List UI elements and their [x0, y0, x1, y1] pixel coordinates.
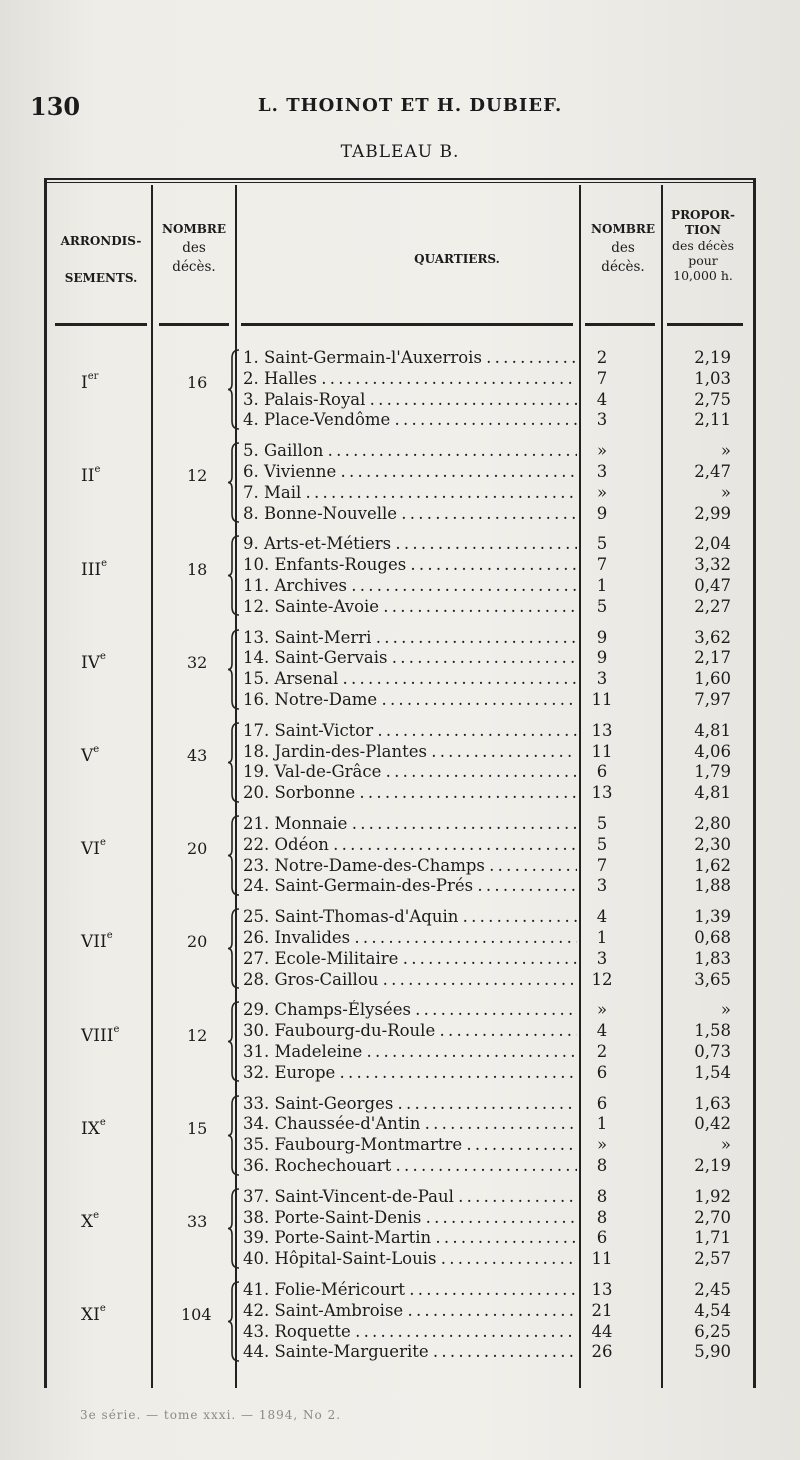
page-number: 130 [30, 92, 81, 121]
quartier-row [243, 462, 743, 482]
quartier-row [243, 441, 743, 461]
header-text: QUARTIERS. [414, 252, 500, 266]
arrondissement-suffix: e [113, 1023, 120, 1035]
quartier-proportion: 2,75 [694, 389, 731, 409]
quartier-deaths: » [596, 1000, 608, 1020]
quartier-proportion: 2,80 [694, 814, 731, 833]
quartier-name: 20. Sorbonne . . . [243, 783, 577, 803]
arrondissement-suffix: e [93, 743, 100, 755]
arrondissement-label [81, 743, 100, 766]
arrondissement-numeral: I [81, 373, 88, 394]
page-footer: 3e série. — tome xxxi. — 1894, No 2. [80, 1408, 342, 1422]
header-rule [585, 323, 655, 326]
arrondissement-total: 12 [187, 1025, 208, 1045]
curly-brace [227, 1000, 241, 1083]
quartier-proportion: » [720, 441, 731, 461]
quartier-proportion: » [720, 482, 731, 502]
quartier-row [243, 814, 743, 834]
arrondissement-group [47, 1280, 753, 1363]
header-arrondissements [53, 232, 149, 288]
quartier-proportion: 2,17 [694, 648, 731, 668]
arrondissement-numeral: V [81, 745, 94, 766]
arrondissement-label [81, 1116, 106, 1139]
quartier-proportion: » [720, 1135, 731, 1155]
quartier-deaths: 7 [596, 855, 608, 875]
quartier-proportion: 3,32 [694, 555, 731, 575]
header-rule [55, 323, 147, 326]
quartier-name: 17. Saint-Victor . . . [243, 721, 577, 741]
quartier-deaths: 2 [596, 1041, 608, 1061]
quartier-name: 34. Chaussée-d'Antin . . . [243, 1114, 577, 1134]
quartier-row [243, 690, 743, 710]
quartier-proportion: 3,62 [694, 627, 731, 647]
quartier-proportion: 7,97 [694, 689, 731, 709]
quartier-name: 38. Porte-Saint-Denis . . . [243, 1208, 577, 1228]
quartier-deaths: » [596, 482, 608, 502]
quartier-name: 37. Saint-Vincent-de-Paul . . . [243, 1187, 577, 1207]
quartier-row [243, 1322, 743, 1342]
quartier-proportion: 2,04 [694, 534, 731, 554]
table-top-rule [47, 178, 753, 183]
quartier-proportion: 4,81 [694, 720, 731, 740]
quartier-name: 13. Saint-Merri . . . [243, 628, 577, 648]
quartier-deaths: 2 [596, 348, 608, 367]
quartier-deaths: 7 [596, 368, 608, 388]
quartier-row [243, 576, 743, 596]
quartier-row [243, 721, 743, 741]
quartier-name: 14. Saint-Gervais . . . [243, 648, 577, 668]
header-rule [667, 323, 743, 326]
quartier-proportion: 2,27 [694, 596, 731, 616]
quartier-proportion: 5,90 [694, 1342, 731, 1362]
arrondissement-numeral: II [81, 466, 95, 487]
quartier-name: 23. Notre-Dame-des-Champs . . . [243, 856, 577, 876]
quartier-row [243, 1042, 743, 1062]
quartier-proportion: 1,92 [694, 1186, 731, 1206]
quartier-deaths: 6 [596, 1093, 608, 1113]
quartier-proportion: 4,06 [694, 741, 731, 761]
arrondissement-group [47, 814, 753, 897]
quartier-name: 11. Archives . . . [243, 576, 577, 596]
header-text: décès. [601, 259, 645, 275]
quartier-deaths: 8 [596, 1207, 608, 1227]
quartier-name: 18. Jardin-des-Plantes . . . [243, 742, 577, 762]
curly-brace [227, 814, 241, 897]
running-head [30, 92, 770, 122]
quartier-deaths: 5 [596, 834, 608, 854]
quartier-deaths: 13 [591, 720, 613, 740]
quartier-deaths: 11 [591, 741, 613, 761]
quartier-row [243, 1208, 743, 1228]
quartier-name: 22. Odéon . . . [243, 835, 577, 855]
arrondissement-numeral: X [81, 1211, 94, 1232]
header-text: des [611, 240, 635, 256]
curly-brace [227, 441, 241, 524]
arrondissement-numeral: XI [81, 1305, 100, 1326]
arrondissement-total: 20 [187, 839, 208, 859]
quartier-name: 7. Mail . . . [243, 483, 577, 503]
quartier-deaths: 9 [596, 503, 608, 523]
curly-brace [227, 907, 241, 990]
quartier-deaths: 13 [591, 1280, 613, 1299]
quartier-row [243, 1280, 743, 1300]
arrondissement-total: 18 [187, 559, 208, 579]
quartier-row [243, 1249, 743, 1269]
arrondissement-total: 15 [187, 1118, 208, 1138]
header-text: des décès [672, 238, 734, 253]
curly-brace [227, 1094, 241, 1177]
quartier-name: 15. Arsenal . . . [243, 669, 577, 689]
header-nombre-arrondissement [155, 220, 233, 277]
quartier-deaths: 3 [596, 948, 608, 968]
quartier-name: 42. Saint-Ambroise . . . [243, 1301, 577, 1321]
quartier-deaths: 1 [596, 575, 608, 595]
header-text: 10,000 h. [673, 268, 733, 283]
quartier-deaths: 4 [596, 389, 608, 409]
data-table [44, 178, 756, 1388]
quartier-proportion: 3,65 [694, 969, 731, 989]
quartier-deaths: 7 [596, 555, 608, 575]
quartier-name: 24. Saint-Germain-des-Prés . . . [243, 876, 577, 896]
quartier-proportion: 4,81 [694, 783, 731, 803]
arrondissement-label [81, 650, 106, 673]
quartier-proportion: 1,54 [694, 1062, 731, 1082]
quartier-name: 4. Place-Vendôme . . . [243, 410, 577, 430]
quartier-row [243, 1301, 743, 1321]
quartier-row [243, 949, 743, 969]
quartier-row [243, 534, 743, 554]
arrondissement-group [47, 1000, 753, 1083]
quartier-deaths: 5 [596, 814, 608, 833]
quartier-row [243, 1021, 743, 1041]
arrondissement-label [81, 1023, 120, 1046]
quartier-name: 25. Saint-Thomas-d'Aquin . . . [243, 907, 577, 927]
quartier-proportion: 2,19 [694, 348, 731, 367]
arrondissement-suffix: e [99, 1116, 106, 1128]
arrondissement-group [47, 348, 753, 431]
quartier-proportion: 4,54 [694, 1300, 731, 1320]
arrondissement-suffix: e [94, 464, 101, 476]
quartier-name: 31. Madeleine . . . [243, 1042, 577, 1062]
arrondissement-label [81, 932, 113, 952]
arrondissement-total: 20 [187, 932, 208, 952]
quartier-row [243, 762, 743, 782]
quartier-row [243, 1094, 743, 1114]
quartier-deaths: » [596, 1135, 608, 1155]
quartier-row [243, 907, 743, 927]
arrondissement-total: 33 [187, 1211, 208, 1231]
quartier-name: 12. Sainte-Avoie . . . [243, 597, 577, 617]
quartier-row [243, 742, 743, 762]
quartier-deaths: 3 [596, 410, 608, 430]
quartier-proportion: 1,62 [694, 855, 731, 875]
quartier-row [243, 1135, 743, 1155]
quartier-row [243, 1342, 743, 1362]
quartier-name: 3. Palais-Royal . . . [243, 390, 577, 410]
quartier-deaths: 12 [591, 969, 613, 989]
quartier-row [243, 348, 743, 368]
arrondissement-group [47, 907, 753, 990]
quartier-deaths: 4 [596, 1021, 608, 1041]
arrondissement-numeral: VI [81, 839, 100, 860]
curly-brace [227, 348, 241, 431]
quartier-name: 1. Saint-Germain-l'Auxerrois . . . [243, 348, 577, 368]
arrondissement-label [81, 373, 98, 393]
arrondissement-group [47, 441, 753, 524]
table-title: TABLEAU B. [340, 142, 460, 162]
quartier-proportion: 1,88 [694, 876, 731, 896]
quartier-proportion: 6,25 [694, 1321, 731, 1341]
quartier-row [243, 970, 743, 990]
quartier-name: 28. Gros-Caillou . . . [243, 970, 577, 990]
quartier-deaths: 44 [591, 1321, 613, 1341]
quartier-proportion: 2,45 [694, 1280, 731, 1299]
arrondissement-label [81, 1209, 100, 1232]
quartier-name: 2. Halles . . . [243, 369, 577, 389]
quartier-proportion: 2,47 [694, 461, 731, 481]
header-text: décès. [172, 259, 216, 275]
quartier-deaths: 11 [591, 1249, 613, 1269]
quartier-name: 27. Ecole-Militaire . . . [243, 949, 577, 969]
quartier-row [243, 390, 743, 410]
quartier-name: 26. Invalides . . . [243, 928, 577, 948]
quartier-name: 36. Rochechouart . . . [243, 1156, 577, 1176]
quartier-proportion: 2,70 [694, 1207, 731, 1227]
quartier-name: 40. Hôpital-Saint-Louis . . . [243, 1249, 577, 1269]
quartier-deaths: 26 [591, 1342, 613, 1362]
arrondissement-suffix: e [106, 930, 113, 942]
quartier-proportion: 2,19 [694, 1155, 731, 1175]
quartier-proportion: 1,79 [694, 762, 731, 782]
quartier-deaths: » [596, 441, 608, 461]
quartier-row [243, 483, 743, 503]
quartier-proportion: 1,60 [694, 669, 731, 689]
quartier-name: 19. Val-de-Grâce . . . [243, 762, 577, 782]
quartier-deaths: 6 [596, 1228, 608, 1248]
quartier-deaths: 1 [596, 1114, 608, 1134]
quartier-deaths: 3 [596, 669, 608, 689]
quartier-row [243, 1063, 743, 1083]
arrondissement-label [81, 1305, 106, 1325]
quartier-name: 39. Porte-Saint-Martin . . . [243, 1228, 577, 1248]
quartier-name: 44. Sainte-Marguerite . . . [243, 1342, 577, 1362]
quartier-row [243, 1114, 743, 1134]
quartier-deaths: 13 [591, 783, 613, 803]
arrondissement-label [81, 839, 106, 859]
quartier-deaths: 6 [596, 762, 608, 782]
curly-brace [227, 628, 241, 711]
quartier-proportion: 1,03 [694, 368, 731, 388]
quartier-name: 10. Enfants-Rouges . . . [243, 555, 577, 575]
header-text: PROPOR- [671, 208, 735, 222]
arrondissement-label [81, 557, 108, 580]
quartier-name: 6. Vivienne . . . [243, 462, 577, 482]
arrondissement-numeral: IX [81, 1118, 100, 1139]
running-title: L. THOINOT ET H. DUBIEF. [258, 95, 563, 116]
arrondissement-label [81, 466, 100, 486]
header-text: TION [685, 223, 721, 237]
header-text: NOMBRE [591, 222, 655, 236]
arrondissement-total: 16 [187, 373, 208, 393]
header-rule [159, 323, 229, 326]
quartier-proportion: 0,47 [694, 575, 731, 595]
quartier-name: 41. Folie-Méricourt . . . [243, 1280, 577, 1300]
quartier-proportion: 1,83 [694, 948, 731, 968]
header-text: pour [688, 253, 718, 268]
header-proportion [664, 208, 742, 283]
quartier-proportion: 1,58 [694, 1021, 731, 1041]
quartier-proportion: 1,71 [694, 1228, 731, 1248]
header-rule [241, 323, 573, 326]
arrondissement-numeral: VII [81, 932, 107, 953]
quartier-deaths: 8 [596, 1155, 608, 1175]
quartier-deaths: 5 [596, 596, 608, 616]
quartier-row [243, 1156, 743, 1176]
quartier-name: 16. Notre-Dame . . . [243, 690, 577, 710]
quartier-deaths: 6 [596, 1062, 608, 1082]
quartier-row [243, 876, 743, 896]
quartier-deaths: 21 [591, 1300, 613, 1320]
quartier-name: 8. Bonne-Nouvelle . . . [243, 504, 577, 524]
arrondissement-suffix: e [93, 1209, 100, 1221]
arrondissement-group [47, 628, 753, 711]
quartier-proportion: 0,68 [694, 927, 731, 947]
header-quartiers [347, 250, 567, 269]
quartier-row [243, 1228, 743, 1248]
quartier-proportion: 2,99 [694, 503, 731, 523]
header-text: NOMBRE [162, 222, 226, 236]
quartier-row [243, 369, 743, 389]
arrondissement-suffix: e [101, 557, 108, 569]
arrondissement-suffix: e [99, 1303, 106, 1315]
curly-brace [227, 1187, 241, 1270]
arrondissement-total: 104 [181, 1305, 212, 1325]
quartier-name: 5. Gaillon . . . [243, 441, 577, 461]
quartier-name: 32. Europe . . . [243, 1063, 577, 1083]
arrondissement-total: 12 [187, 466, 208, 486]
quartier-proportion: 2,57 [694, 1249, 731, 1269]
arrondissement-suffix: e [100, 837, 106, 849]
arrondissement-group [47, 1187, 753, 1270]
curly-brace [227, 1280, 241, 1363]
quartier-proportion: 2,30 [694, 834, 731, 854]
quartier-name: 35. Faubourg-Montmartre . . . [243, 1135, 577, 1155]
quartier-name: 33. Saint-Georges . . . [243, 1094, 577, 1114]
quartier-deaths: 3 [596, 876, 608, 896]
arrondissement-total: 32 [187, 652, 208, 672]
arrondissement-numeral: VIII [81, 1025, 114, 1046]
quartier-row [243, 504, 743, 524]
quartier-row [243, 669, 743, 689]
quartier-row [243, 1000, 743, 1020]
quartier-row [243, 928, 743, 948]
quartier-row [243, 783, 743, 803]
arrondissement-numeral: III [81, 559, 102, 580]
quartier-deaths: 5 [596, 534, 608, 554]
arrondissement-total: 43 [187, 745, 208, 765]
quartier-name: 9. Arts-et-Métiers . . . [243, 534, 577, 554]
quartier-proportion: 0,73 [694, 1041, 731, 1061]
quartier-name: 21. Monnaie . . . [243, 814, 577, 834]
quartier-name: 43. Roquette . . . [243, 1322, 577, 1342]
arrondissement-group [47, 1094, 753, 1177]
quartier-row [243, 597, 743, 617]
quartier-row [243, 835, 743, 855]
quartier-proportion: 2,11 [694, 410, 731, 430]
quartier-deaths: 9 [596, 648, 608, 668]
quartier-row [243, 648, 743, 668]
quartier-proportion: 0,42 [694, 1114, 731, 1134]
quartier-row [243, 1187, 743, 1207]
arrondissement-suffix: e [100, 650, 106, 662]
arrondissement-suffix: er [87, 371, 99, 383]
quartier-proportion: » [720, 1000, 731, 1020]
quartier-proportion: 1,63 [694, 1093, 731, 1113]
quartier-row [243, 555, 743, 575]
quartier-row [243, 856, 743, 876]
curly-brace [227, 534, 241, 617]
quartier-deaths: 4 [596, 907, 608, 927]
quartier-deaths: 3 [596, 461, 608, 481]
arrondissement-group [47, 721, 753, 804]
quartier-deaths: 9 [596, 627, 608, 647]
quartier-row [243, 410, 743, 430]
header-text: ARRONDIS- [60, 234, 142, 248]
quartier-deaths: 8 [596, 1186, 608, 1206]
quartier-proportion: 1,39 [694, 907, 731, 927]
header-text: SEMENTS. [64, 271, 138, 285]
quartier-name: 29. Champs-Élysées . . . [243, 1000, 577, 1020]
curly-brace [227, 721, 241, 804]
arrondissement-group [47, 534, 753, 617]
quartier-row [243, 628, 743, 648]
header-nombre-quartier [585, 220, 661, 277]
quartier-name: 30. Faubourg-du-Roule . . . [243, 1021, 577, 1041]
quartier-deaths: 1 [596, 927, 608, 947]
quartier-deaths: 11 [591, 689, 613, 709]
arrondissement-numeral: IV [81, 652, 100, 673]
header-text: des [182, 240, 206, 256]
